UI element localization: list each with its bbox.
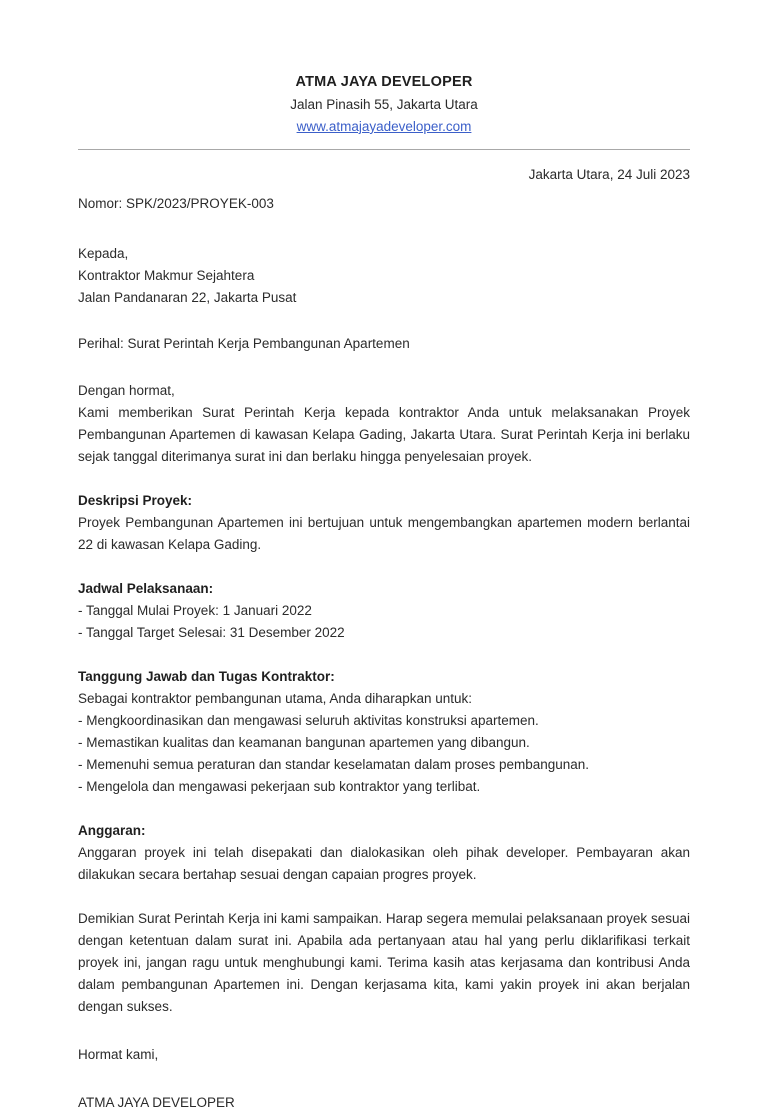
responsibility-list xyxy=(78,710,690,798)
recipient-salutation: Kepada, xyxy=(78,246,129,262)
company-name: ATMA JAYA DEVELOPER xyxy=(295,74,473,90)
body-salutation: Dengan hormat, xyxy=(78,382,175,398)
letter-number: Nomor: SPK/2023/PROYEK-003 xyxy=(78,196,274,212)
section-paragraph: Proyek Pembangunan Apartemen ini bertujuan untuk mengembangkan apartemen modern berlantai 22 di kawasan Kelapa Gading. xyxy=(78,514,690,552)
closing-regards: Hormat kami, xyxy=(78,1046,159,1062)
letter-subject: Perihal: Surat Perintah Kerja Pembangunan Apartemen xyxy=(78,336,410,352)
section-anggaran xyxy=(78,820,690,886)
signature-company-name: ATMA JAYA DEVELOPER xyxy=(78,1094,235,1110)
letterhead-divider xyxy=(78,149,690,150)
section-tanggung-jawab-kontraktor xyxy=(78,666,690,798)
section-heading: Jadwal Pelaksanaan: xyxy=(78,580,214,596)
list-item: - Memastikan kualitas dan keamanan bangunan apartemen yang dibangun. xyxy=(78,734,530,750)
letter-date: Jakarta Utara, 24 Juli 2023 xyxy=(528,166,690,182)
section-paragraph: Anggaran proyek ini telah disepakati dan dialokasikan oleh pihak developer. Pembayaran akan dilakukan secara bertahap sesuai dengan capaian progres proyek. xyxy=(78,844,690,882)
section-heading: Anggaran: xyxy=(78,822,146,838)
section-deskripsi-proyek xyxy=(78,490,690,556)
section-jadwal-pelaksanaan xyxy=(78,578,690,644)
list-item: - Memenuhi semua peraturan dan standar keselamatan dalam proses pembangunan. xyxy=(78,756,590,772)
document-content xyxy=(78,0,690,1114)
list-item: - Mengkoordinasikan dan mengawasi seluruh aktivitas konstruksi apartemen. xyxy=(78,712,539,728)
section-intro: Sebagai kontraktor pembangunan utama, Anda diharapkan untuk: xyxy=(78,690,473,706)
schedule-list xyxy=(78,600,690,644)
recipient-name: Kontraktor Makmur Sejahtera xyxy=(78,268,255,284)
list-item: - Tanggal Target Selesai: 31 Desember 2022 xyxy=(78,624,345,640)
closing-paragraph: Demikian Surat Perintah Kerja ini kami sampaikan. Harap segera memulai pelaksanaan proyek sesuai dengan ketentuan dalam surat ini. Apabila ada pertanyaan atau hal yang perlu diklarifikasi terkait proyek ini, jangan ragu untuk menghubungi kami. Terima kasih atas kerjasama dan kontribusi Anda dalam pembangunan Apartemen ini. Dengan kerjasama kita, kami yakin proyek ini akan berjalan dengan sukses. xyxy=(78,910,690,1014)
recipient-block xyxy=(78,243,690,309)
company-website-link[interactable]: www.atmajayadeveloper.com xyxy=(296,118,472,134)
letterhead xyxy=(78,0,690,150)
list-item: - Mengelola dan mengawasi pekerjaan sub kontraktor yang terlibat. xyxy=(78,778,481,794)
recipient-address: Jalan Pandanaran 22, Jakarta Pusat xyxy=(78,290,297,306)
section-heading: Tanggung Jawab dan Tugas Kontraktor: xyxy=(78,668,335,684)
section-heading: Deskripsi Proyek: xyxy=(78,492,193,508)
list-item: - Tanggal Mulai Proyek: 1 Januari 2022 xyxy=(78,602,312,618)
company-address: Jalan Pinasih 55, Jakarta Utara xyxy=(290,97,478,113)
body-opening-paragraph: Kami memberikan Surat Perintah Kerja kepada kontraktor Anda untuk melaksanakan Proyek Pembangunan Apartemen di kawasan Kelapa Gading, Jakarta Utara. Surat Perintah Kerja ini berlaku sejak tanggal diterimanya surat ini dan berlaku hingga penyelesaian proyek. xyxy=(78,404,690,464)
